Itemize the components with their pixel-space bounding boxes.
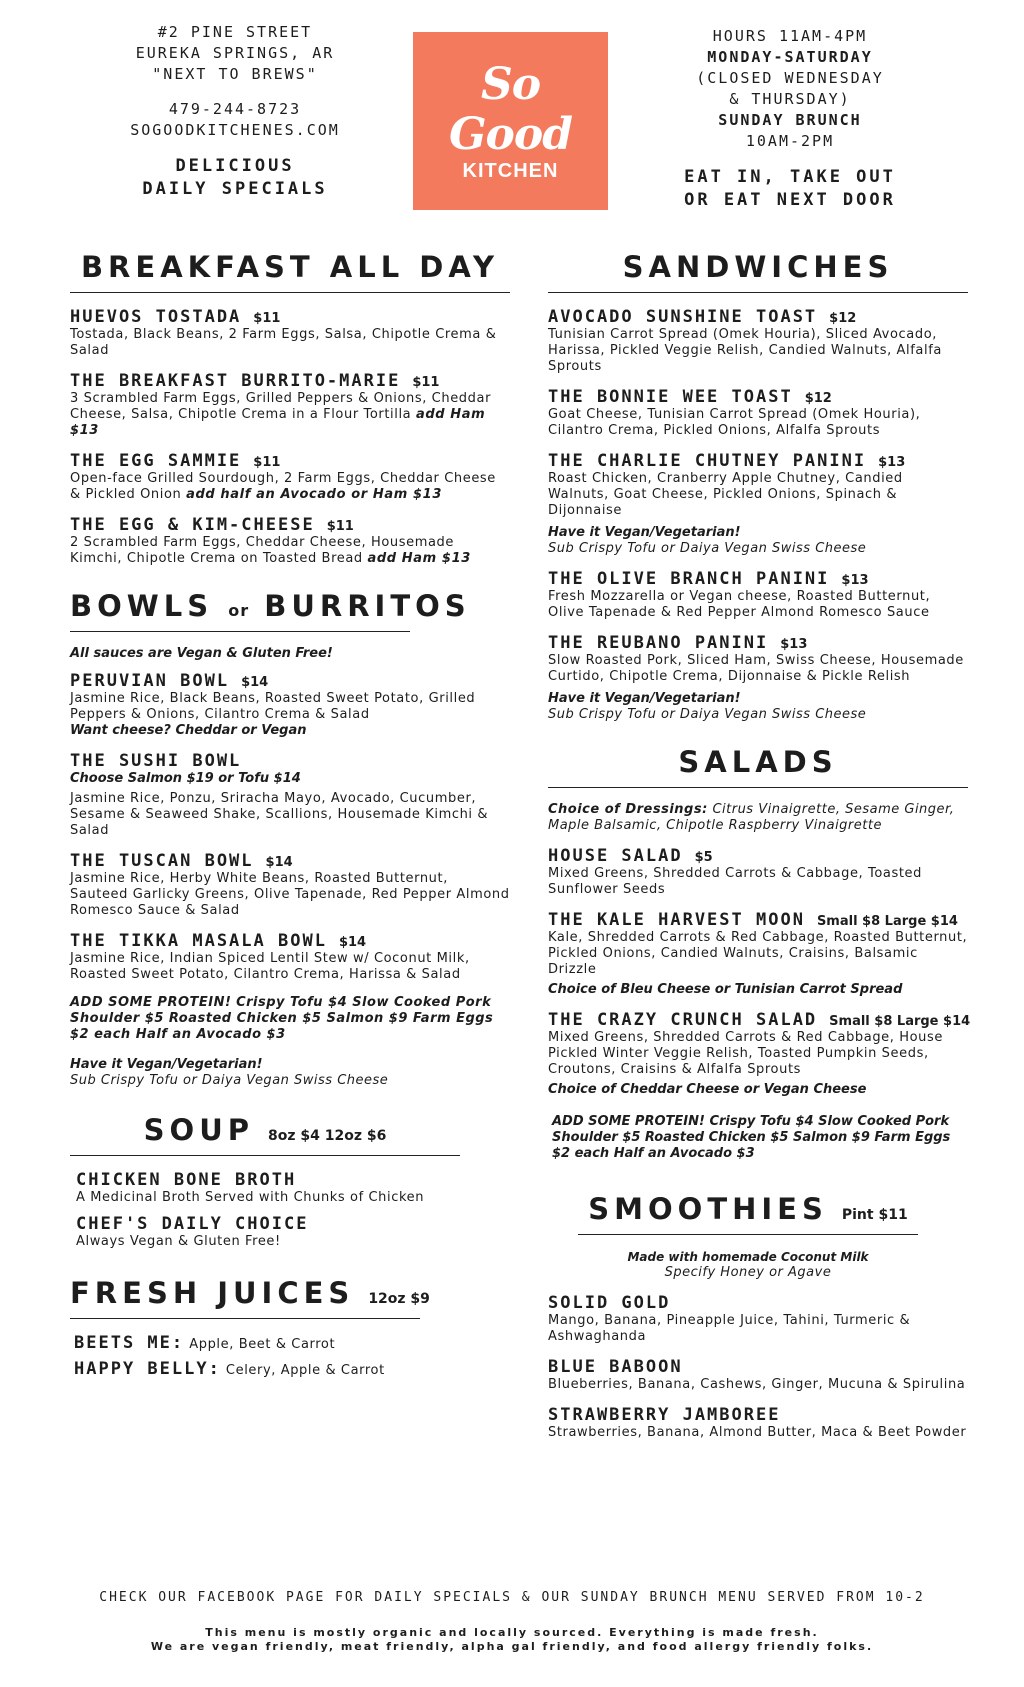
item-name: HAPPY BELLY: [74,1359,221,1379]
item-price: Small $8 Large $14 [829,1014,971,1029]
item-name: THE EGG & KIM-CHEESE [70,515,315,535]
item-name: THE CHARLIE CHUTNEY PANINI [548,451,867,471]
website-link[interactable]: SOGOODKITCHENES.COM [130,121,340,139]
menu-item [548,910,968,998]
menu-item [548,307,968,375]
item-name: AVOCADO SUNSHINE TOAST [548,307,818,327]
item-desc: 2 Scrambled Farm Eggs, Cheddar Cheese, Housemade Kimchi, Chipotle Crema on Toasted Bread [70,535,454,566]
soup-title-text: SOUP [143,1113,254,1147]
item-extra: Choice of Cheddar Cheese or Vegan Cheese [548,1082,867,1097]
address-line: EUREKA SPRINGS, AR [135,44,335,62]
item-price: $14 [265,855,293,870]
menu-item [548,451,968,557]
item-name: THE BONNIE WEE TOAST [548,387,793,407]
item-desc: Mixed Greens, Shredded Carrots & Cabbage, Toasted Sunflower Seeds [548,866,922,897]
item-price: $11 [326,519,354,534]
item-desc: Jasmine Rice, Indian Spiced Lentil Stew w/ Coconut Milk, Roasted Sweet Potato, Cilantro Crema, Harissa & Salad [70,951,470,982]
item-price: $12 [804,391,832,406]
item-name: BEETS ME: [74,1333,185,1353]
item-name: THE BREAKFAST BURRITO-MARIE [70,371,401,391]
bowls-title-a: BOWLS [70,589,214,623]
hours-closed: (CLOSED WEDNESDAY [696,69,884,87]
item-addon: add Ham $13 [70,407,486,438]
menu-item [70,931,510,983]
sauces-note: All sauces are Vegan & Gluten Free! [70,646,333,661]
item-desc: Tostada, Black Beans, 2 Farm Eggs, Salsa, Chipotle Crema & Salad [70,327,497,358]
footer-line: This menu is mostly organic and locally sourced. Everything is made fresh. [205,1626,819,1639]
facebook-note: CHECK OUR FACEBOOK PAGE FOR DAILY SPECIALS & OUR SUNDAY BRUNCH MENU SERVED FROM 10-2 [99,1590,925,1605]
item-name: THE OLIVE BRANCH PANINI [548,569,830,589]
salads-title: SALADS [548,745,968,788]
protein-text: Crispy Tofu $4 Slow Cooked Pork Shoulder $5 Roasted Chicken $5 Salmon $9 Farm Eggs $2 each Half an Avocado $3 [552,1114,951,1161]
menu-item [74,1333,510,1353]
item-price: $5 [694,850,713,865]
vegan-text: Sub Crispy Tofu or Daiya Vegan Swiss Cheese [548,541,867,556]
right-column [548,250,971,1453]
menu-item [74,1359,510,1379]
protein-label: ADD SOME PROTEIN! [70,995,232,1010]
item-price: $11 [412,375,440,390]
menu-item [548,387,968,439]
dressing-label: Choice of Dressings: [548,802,708,817]
menu-item [70,307,510,359]
protein-addons [70,995,510,1043]
hours-closed: & THURSDAY) [729,90,851,108]
item-desc: Jasmine Rice, Herby White Beans, Roasted Butternut, Sauteed Garlicky Greens, Olive Tapenade, Red Pepper Almond Romesco Sauce & Salad [70,871,510,918]
soup-sizes: 8oz $4 12oz $6 [268,1128,387,1144]
item-addon: add half an Avocado or Ham $13 [186,487,442,502]
juices-sizes: 12oz $9 [368,1291,430,1307]
menu-item [70,371,510,439]
item-name: THE REUBANO PANINI [548,633,769,653]
dressing-text: Citrus Vinaigrette, Sesame Ginger, Maple Balsamic, Chipotle Raspberry Vinaigrette [548,802,955,833]
logo-tagline: HEALTHY TASTY FOOD [451,217,571,233]
menu-item [70,851,510,919]
smoothies-title-text: SMOOTHIES [588,1192,828,1226]
item-desc: Strawberries, Banana, Almond Butter, Maca & Beet Powder [548,1425,967,1440]
eat-next-door-line: OR EAT NEXT DOOR [684,190,896,210]
soup-title [70,1113,460,1156]
item-desc: Mango, Banana, Pineapple Juice, Tahini, Turmeric & Ashwaghanda [548,1313,911,1344]
vegan-label: Have it Vegan/Vegetarian! [548,525,741,540]
menu-item [70,515,510,567]
item-desc: A Medicinal Broth Served with Chunks of Chicken [76,1190,425,1205]
item-name: SOLID GOLD [548,1293,671,1313]
bowls-title [70,589,471,632]
address-block [110,22,360,201]
smoothie-note: Specify Honey or Agave [664,1265,832,1280]
item-addon: add Ham $13 [367,551,471,566]
left-column [70,250,510,1379]
item-price: $13 [780,637,808,652]
juices-title-text: FRESH JUICES [70,1276,355,1310]
item-name: THE TUSCAN BOWL [70,851,254,871]
juices-title [70,1276,430,1319]
menu-item [548,846,968,898]
menu-item [548,1405,968,1441]
smoothies-price: Pint $11 [841,1207,908,1223]
item-desc: Roast Chicken, Cranberry Apple Chutney, Candied Walnuts, Goat Cheese, Pickled Onions, Spinach & Dijonnaise [548,471,903,518]
item-desc: Blueberries, Banana, Cashews, Ginger, Mucuna & Spirulina [548,1377,966,1392]
menu-item [548,1010,971,1098]
item-name: THE KALE HARVEST MOON [548,910,805,930]
address-line: "NEXT TO BREWS" [152,65,318,83]
item-name: BLUE BABOON [548,1357,683,1377]
item-desc: Kale, Shredded Carrots & Red Cabbage, Roasted Butternut, Pickled Onions, Candied Walnuts, Craisins, Balsamic Drizzle [548,930,968,977]
phone-number[interactable]: 479-244-8723 [168,100,302,118]
item-desc: Slow Roasted Pork, Sliced Ham, Swiss Cheese, Housemade Curtido, Chipotle Crema, Dijonnaise & Pickle Relish [548,653,964,684]
item-name: THE EGG SAMMIE [70,451,242,471]
protein-text: Crispy Tofu $4 Slow Cooked Pork Shoulder $5 Roasted Chicken $5 Salmon $9 Farm Eggs $2 each Half an Avocado $3 [70,995,494,1042]
item-desc: Fresh Mozzarella or Vegan cheese, Roasted Butternut, Olive Tapenade & Red Pepper Almond Romesco Sauce [548,589,931,620]
dressings [548,802,968,834]
address-line: #2 PINE STREET [157,23,313,41]
item-desc: Mixed Greens, Shredded Carrots & Red Cabbage, House Pickled Winter Veggie Relish, Toasted Pumpkin Seeds, Croutons, Craisins & Alfalfa Sprouts [548,1030,943,1077]
bowls-title-b: BURRITOS [264,589,471,623]
footer-line: We are vegan friendly, meat friendly, alpha gal friendly, and food allergy friendly folks. [150,1640,874,1653]
item-extra: Want cheese? Cheddar or Vegan [70,723,307,738]
item-desc: 3 Scrambled Farm Eggs, Grilled Peppers & Onions, Cheddar Cheese, Salsa, Chipotle Crema in a Flour Tortilla [70,391,492,422]
hours-sunday-time: 10AM-2PM [745,132,835,150]
protein-label: ADD SOME PROTEIN! [552,1114,705,1129]
menu-item [70,1170,510,1206]
hours-line: HOURS 11AM-4PM [712,27,868,45]
menu-item [70,451,510,503]
menu-header [0,0,1024,240]
vegan-label: Have it Vegan/Vegetarian! [70,1057,263,1072]
item-desc: Jasmine Rice, Black Beans, Roasted Sweet Potato, Grilled Peppers & Onions, Cilantro Crema & Salad [70,691,476,722]
hours-days: MONDAY-SATURDAY [707,48,873,66]
item-desc: Tunisian Carrot Spread (Omek Houria), Sliced Avocado, Harissa, Pickled Veggie Relish, Candied Walnuts, Alfalfa Sprouts [548,327,942,374]
menu-item [548,1357,968,1393]
item-price: $11 [253,455,281,470]
menu-item [70,671,510,739]
item-name: THE CRAZY CRUNCH SALAD [548,1010,818,1030]
logo-kitchen: KITCHEN [462,160,559,182]
menu-item [548,569,968,621]
menu-item [548,633,968,723]
vegan-label: Have it Vegan/Vegetarian! [548,691,741,706]
hours-sunday: SUNDAY BRUNCH [718,111,862,129]
item-name: STRAWBERRY JAMBOREE [548,1405,781,1425]
item-choice: Choose Salmon $19 or Tofu $14 [70,771,301,786]
item-name: CHEF'S DAILY CHOICE [76,1214,309,1234]
item-price: $11 [253,311,281,326]
item-price: Small $8 Large $14 [816,914,958,929]
item-name: THE TIKKA MASALA BOWL [70,931,327,951]
item-name: PERUVIAN BOWL [70,671,230,691]
menu-item [70,751,510,839]
item-price: $12 [829,311,857,326]
item-extra: Choice of Bleu Cheese or Tunisian Carrot Spread [548,982,903,997]
item-name: THE SUSHI BOWL [70,751,242,771]
vegan-text: Sub Crispy Tofu or Daiya Vegan Swiss Cheese [70,1073,389,1088]
specials-line: DELICIOUS [175,156,295,176]
item-price: $13 [878,455,906,470]
item-name: HUEVOS TOSTADA [70,307,242,327]
item-name: HOUSE SALAD [548,846,683,866]
item-price: $14 [241,675,269,690]
item-desc: Always Vegan & Gluten Free! [76,1234,281,1249]
smoothies-title [578,1192,918,1235]
bowls-title-or: or [228,601,250,620]
specials-line: DAILY SPECIALS [142,179,328,199]
eat-in-line: EAT IN, TAKE OUT [684,167,896,187]
so-good-kitchen-logo [413,32,608,230]
item-desc: Open-face Grilled Sourdough, 2 Farm Eggs, Cheddar Cheese & Pickled Onion [70,471,496,502]
breakfast-title: BREAKFAST ALL DAY [70,250,510,293]
item-price: $14 [338,935,367,950]
smoothie-note: Made with homemade Coconut Milk [627,1250,869,1264]
footer-notes [0,1626,1024,1654]
logo-so-good: So Good [448,59,573,160]
sandwiches-title: SANDWICHES [548,250,968,293]
item-desc: Goat Cheese, Tunisian Carrot Spread (Omek Houria), Cilantro Crema, Pickled Onions, Alfalfa Sprouts [548,407,921,438]
vegan-text: Sub Crispy Tofu or Daiya Vegan Swiss Cheese [548,707,867,722]
menu-item [548,1293,968,1345]
hours-block [670,26,910,212]
menu-item [70,1214,510,1250]
protein-addons [548,1114,968,1162]
item-desc: Celery, Apple & Carrot [225,1363,385,1378]
item-price: $13 [841,573,869,588]
item-desc: Apple, Beet & Carrot [189,1337,336,1352]
item-name: CHICKEN BONE BROTH [76,1170,297,1190]
item-desc: Jasmine Rice, Ponzu, Sriracha Mayo, Avocado, Cucumber, Sesame & Seaweed Shake, Scallions, Housemade Kimchi & Salad [70,791,489,838]
juice-list [70,1333,510,1379]
